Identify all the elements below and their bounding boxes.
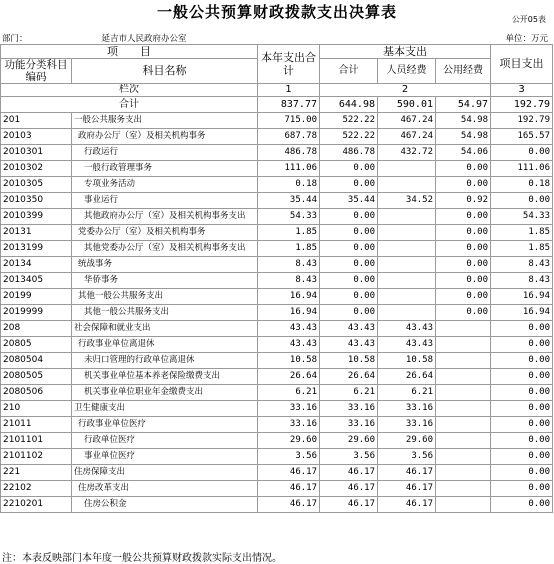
footnote: 注：本表反映部门本年度一般公共预算财政拨款实际支出情况。: [2, 553, 282, 564]
project-cell: 0.00: [491, 321, 553, 337]
basic-cell: 46.17: [320, 465, 378, 481]
personnel-cell: [378, 289, 436, 305]
header-row-1: [1, 45, 553, 59]
basic-cell: 6.21: [320, 385, 378, 401]
personnel-cell: 46.17: [378, 465, 436, 481]
personnel-cell: 3.56: [378, 449, 436, 465]
func-code-cell: 2101102: [1, 449, 72, 465]
basic-cell: 46.17: [320, 497, 378, 513]
personnel-cell: 43.43: [378, 321, 436, 337]
public-cell: 0.00: [436, 209, 491, 225]
basic-cell: 33.16: [320, 401, 378, 417]
total-cell: 43.43: [258, 321, 320, 337]
public-cell: 0.92: [436, 193, 491, 209]
subject-name-cell: 一般公共服务支出: [72, 113, 258, 129]
personnel-cell: [378, 241, 436, 257]
unit-label: 单位：万元: [505, 34, 548, 44]
personnel-cell: 26.64: [378, 369, 436, 385]
project-cell: 0.00: [491, 465, 553, 481]
func-code-cell: 2080504: [1, 353, 72, 369]
department-line: [2, 32, 187, 44]
func-code-cell: 2080506: [1, 385, 72, 401]
total-cell: 687.78: [258, 129, 320, 145]
table-row: [1, 337, 553, 353]
personnel-cell: 33.16: [378, 417, 436, 433]
table-row: [1, 113, 553, 129]
total-cell: 33.16: [258, 417, 320, 433]
total-amount: 837.77: [258, 97, 320, 113]
subject-name-cell: 华侨事务: [72, 273, 258, 289]
public-cell: 0.00: [436, 241, 491, 257]
total-cell: 46.17: [258, 497, 320, 513]
table-row: [1, 385, 553, 401]
personnel-cell: 34.52: [378, 193, 436, 209]
public-cell: [436, 433, 491, 449]
personnel-cell: [378, 209, 436, 225]
personnel-cell: 467.24: [378, 129, 436, 145]
public-cell: 0.00: [436, 177, 491, 193]
func-code-cell: 2019999: [1, 305, 72, 321]
header-items: 项 目: [1, 45, 258, 59]
func-code-cell: 2080505: [1, 369, 72, 385]
project-cell: 0.00: [491, 337, 553, 353]
project-cell: 8.43: [491, 273, 553, 289]
total-cell: 0.18: [258, 177, 320, 193]
subject-name-cell: 党委办公厅（室）及相关机构事务: [72, 225, 258, 241]
basic-cell: 522.22: [320, 129, 378, 145]
basic-cell: 0.00: [320, 241, 378, 257]
total-cell: 1.85: [258, 241, 320, 257]
personnel-cell: 6.21: [378, 385, 436, 401]
func-code-cell: 210: [1, 401, 72, 417]
public-cell: 54.98: [436, 113, 491, 129]
project-cell: 0.18: [491, 177, 553, 193]
table-row: [1, 289, 553, 305]
total-cell: 35.44: [258, 193, 320, 209]
public-cell: [436, 481, 491, 497]
table-row: [1, 257, 553, 273]
subject-name-cell: 机关事业单位基本养老保险缴费支出: [72, 369, 258, 385]
personnel-cell: 46.17: [378, 481, 436, 497]
subject-name-cell: 专项业务活动: [72, 177, 258, 193]
basic-cell: 33.16: [320, 417, 378, 433]
func-code-cell: 2010305: [1, 177, 72, 193]
public-cell: [436, 449, 491, 465]
header-subject-name: 科目名称: [72, 59, 258, 84]
public-cell: 0.00: [436, 225, 491, 241]
basic-cell: 0.00: [320, 161, 378, 177]
header-personnel: 人员经费: [378, 59, 436, 84]
total-cell: 26.64: [258, 369, 320, 385]
basic-cell: 0.00: [320, 273, 378, 289]
total-project: 192.79: [491, 97, 553, 113]
subject-name-cell: 政府办公厅（室）及相关机构事务: [72, 129, 258, 145]
project-cell: 111.06: [491, 161, 553, 177]
personnel-cell: 43.43: [378, 337, 436, 353]
header-public: 公用经费: [436, 59, 491, 84]
public-cell: 0.00: [436, 305, 491, 321]
subject-name-cell: 行政单位医疗: [72, 433, 258, 449]
project-cell: 0.00: [491, 145, 553, 161]
table-row: [1, 481, 553, 497]
header-total: 本年支出合计: [258, 45, 320, 84]
total-cell: 486.78: [258, 145, 320, 161]
table-row: [1, 305, 553, 321]
public-cell: 0.00: [436, 161, 491, 177]
func-code-cell: 20131: [1, 225, 72, 241]
total-cell: 33.16: [258, 401, 320, 417]
subject-name-cell: 其他一般公共服务支出: [72, 289, 258, 305]
public-cell: 54.98: [436, 129, 491, 145]
basic-cell: 0.00: [320, 209, 378, 225]
subject-name-cell: 其他政府办公厅（室）及相关机构事务支出: [72, 209, 258, 225]
subject-name-cell: 行政事业单位医疗: [72, 417, 258, 433]
table-row: [1, 161, 553, 177]
func-code-cell: 2010302: [1, 161, 72, 177]
func-code-cell: 20103: [1, 129, 72, 145]
func-code-cell: 2013199: [1, 241, 72, 257]
total-cell: 715.00: [258, 113, 320, 129]
public-cell: [436, 321, 491, 337]
project-cell: 16.94: [491, 289, 553, 305]
subject-name-cell: 事业运行: [72, 193, 258, 209]
subject-name-cell: 其他党委办公厅（室）及相关机构事务支出: [72, 241, 258, 257]
total-cell: 29.60: [258, 433, 320, 449]
personnel-cell: [378, 177, 436, 193]
total-cell: 3.56: [258, 449, 320, 465]
basic-cell: 486.78: [320, 145, 378, 161]
total-basic: 644.98: [320, 97, 378, 113]
subject-name-cell: 行政事业单位离退休: [72, 337, 258, 353]
personnel-cell: 33.16: [378, 401, 436, 417]
func-code-cell: 221: [1, 465, 72, 481]
func-code-cell: 20805: [1, 337, 72, 353]
personnel-cell: 46.17: [378, 497, 436, 513]
subject-name-cell: 其他一般公共服务支出: [72, 305, 258, 321]
total-public: 54.97: [436, 97, 491, 113]
total-label: 合计: [1, 97, 258, 113]
table-row: [1, 465, 553, 481]
personnel-cell: [378, 305, 436, 321]
public-cell: [436, 401, 491, 417]
table-row: [1, 353, 553, 369]
public-cell: [436, 385, 491, 401]
total-cell: 54.33: [258, 209, 320, 225]
subject-name-cell: 行政运行: [72, 145, 258, 161]
personnel-cell: [378, 161, 436, 177]
func-code-cell: 20134: [1, 257, 72, 273]
total-cell: 46.17: [258, 481, 320, 497]
basic-cell: 10.58: [320, 353, 378, 369]
total-cell: 16.94: [258, 289, 320, 305]
department-name: 延吉市人民政府办公室: [101, 34, 187, 44]
table-row: [1, 193, 553, 209]
subject-name-cell: 事业单位医疗: [72, 449, 258, 465]
personnel-cell: 10.58: [378, 353, 436, 369]
header-func-code: 功能分类科目编码: [1, 59, 72, 84]
total-cell: 43.43: [258, 337, 320, 353]
func-code-cell: 20199: [1, 289, 72, 305]
subject-name-cell: 机关事业单位职业年金缴费支出: [72, 385, 258, 401]
subject-name-cell: 一般行政管理事务: [72, 161, 258, 177]
table-row: [1, 273, 553, 289]
project-cell: 8.43: [491, 257, 553, 273]
table-row: [1, 225, 553, 241]
public-cell: [436, 417, 491, 433]
form-code: 公开05表: [511, 15, 546, 24]
project-cell: 0.00: [491, 385, 553, 401]
column-index-2: 2: [320, 84, 491, 97]
total-cell: 46.17: [258, 465, 320, 481]
personnel-cell: [378, 257, 436, 273]
subject-name-cell: 社会保障和就业支出: [72, 321, 258, 337]
basic-cell: 0.00: [320, 177, 378, 193]
public-cell: 0.00: [436, 289, 491, 305]
total-cell: 8.43: [258, 273, 320, 289]
basic-cell: 0.00: [320, 225, 378, 241]
project-cell: 1.85: [491, 241, 553, 257]
public-cell: [436, 465, 491, 481]
project-cell: 0.00: [491, 481, 553, 497]
table-row: [1, 449, 553, 465]
header-project: 项目支出: [491, 45, 553, 84]
project-cell: 16.94: [491, 305, 553, 321]
project-cell: 1.85: [491, 225, 553, 241]
func-code-cell: 2010301: [1, 145, 72, 161]
basic-cell: 522.22: [320, 113, 378, 129]
personnel-cell: 467.24: [378, 113, 436, 129]
expenditure-table: [0, 44, 553, 513]
total-cell: 6.21: [258, 385, 320, 401]
table-row: [1, 241, 553, 257]
project-cell: 0.00: [491, 417, 553, 433]
basic-cell: 0.00: [320, 289, 378, 305]
func-code-cell: 2010399: [1, 209, 72, 225]
project-cell: 0.00: [491, 497, 553, 513]
func-code-cell: 201: [1, 113, 72, 129]
personnel-cell: 432.72: [378, 145, 436, 161]
table-row: [1, 209, 553, 225]
project-cell: 0.00: [491, 401, 553, 417]
project-cell: 0.00: [491, 433, 553, 449]
basic-cell: 43.43: [320, 321, 378, 337]
header-basic: 基本支出: [320, 45, 491, 59]
func-code-cell: 208: [1, 321, 72, 337]
func-code-cell: 2210201: [1, 497, 72, 513]
total-cell: 16.94: [258, 305, 320, 321]
total-personnel: 590.01: [378, 97, 436, 113]
personnel-cell: [378, 273, 436, 289]
basic-cell: 0.00: [320, 305, 378, 321]
basic-cell: 3.56: [320, 449, 378, 465]
public-cell: [436, 369, 491, 385]
total-cell: 111.06: [258, 161, 320, 177]
public-cell: [436, 353, 491, 369]
table-row: [1, 401, 553, 417]
report-title: 一般公共预算财政拨款支出决算表: [156, 3, 397, 21]
column-index-1: 1: [258, 84, 320, 97]
public-cell: 0.00: [436, 273, 491, 289]
table-row: [1, 369, 553, 385]
total-cell: 10.58: [258, 353, 320, 369]
basic-cell: 26.64: [320, 369, 378, 385]
total-row: [1, 97, 553, 113]
column-index-row: [1, 84, 553, 97]
subject-name-cell: 住房改革支出: [72, 481, 258, 497]
project-cell: 192.79: [491, 113, 553, 129]
func-code-cell: 2013405: [1, 273, 72, 289]
basic-cell: 46.17: [320, 481, 378, 497]
func-code-cell: 2010350: [1, 193, 72, 209]
table-row: [1, 177, 553, 193]
project-cell: 0.00: [491, 193, 553, 209]
basic-cell: 43.43: [320, 337, 378, 353]
func-code-cell: 21011: [1, 417, 72, 433]
row-label: 栏次: [1, 84, 258, 97]
table-row: [1, 129, 553, 145]
subject-name-cell: 卫生健康支出: [72, 401, 258, 417]
column-index-3: 3: [491, 84, 553, 97]
subject-name-cell: 未归口管理的行政单位离退休: [72, 353, 258, 369]
personnel-cell: 29.60: [378, 433, 436, 449]
table-row: [1, 145, 553, 161]
public-cell: 54.06: [436, 145, 491, 161]
header-basic-sum: 合计: [320, 59, 378, 84]
basic-cell: 29.60: [320, 433, 378, 449]
total-cell: 8.43: [258, 257, 320, 273]
total-cell: 1.85: [258, 225, 320, 241]
public-cell: [436, 497, 491, 513]
project-cell: 54.33: [491, 209, 553, 225]
project-cell: 0.00: [491, 449, 553, 465]
public-cell: 0.00: [436, 257, 491, 273]
project-cell: 165.57: [491, 129, 553, 145]
func-code-cell: 22102: [1, 481, 72, 497]
project-cell: 0.00: [491, 353, 553, 369]
subject-name-cell: 住房保障支出: [72, 465, 258, 481]
public-cell: [436, 337, 491, 353]
table-row: [1, 433, 553, 449]
basic-cell: 0.00: [320, 257, 378, 273]
personnel-cell: [378, 225, 436, 241]
table-row: [1, 497, 553, 513]
basic-cell: 35.44: [320, 193, 378, 209]
subject-name-cell: 统战事务: [72, 257, 258, 273]
table-row: [1, 321, 553, 337]
subject-name-cell: 住房公积金: [72, 497, 258, 513]
func-code-cell: 2101101: [1, 433, 72, 449]
table-row: [1, 417, 553, 433]
department-label: 部门：: [2, 34, 28, 44]
project-cell: 0.00: [491, 369, 553, 385]
